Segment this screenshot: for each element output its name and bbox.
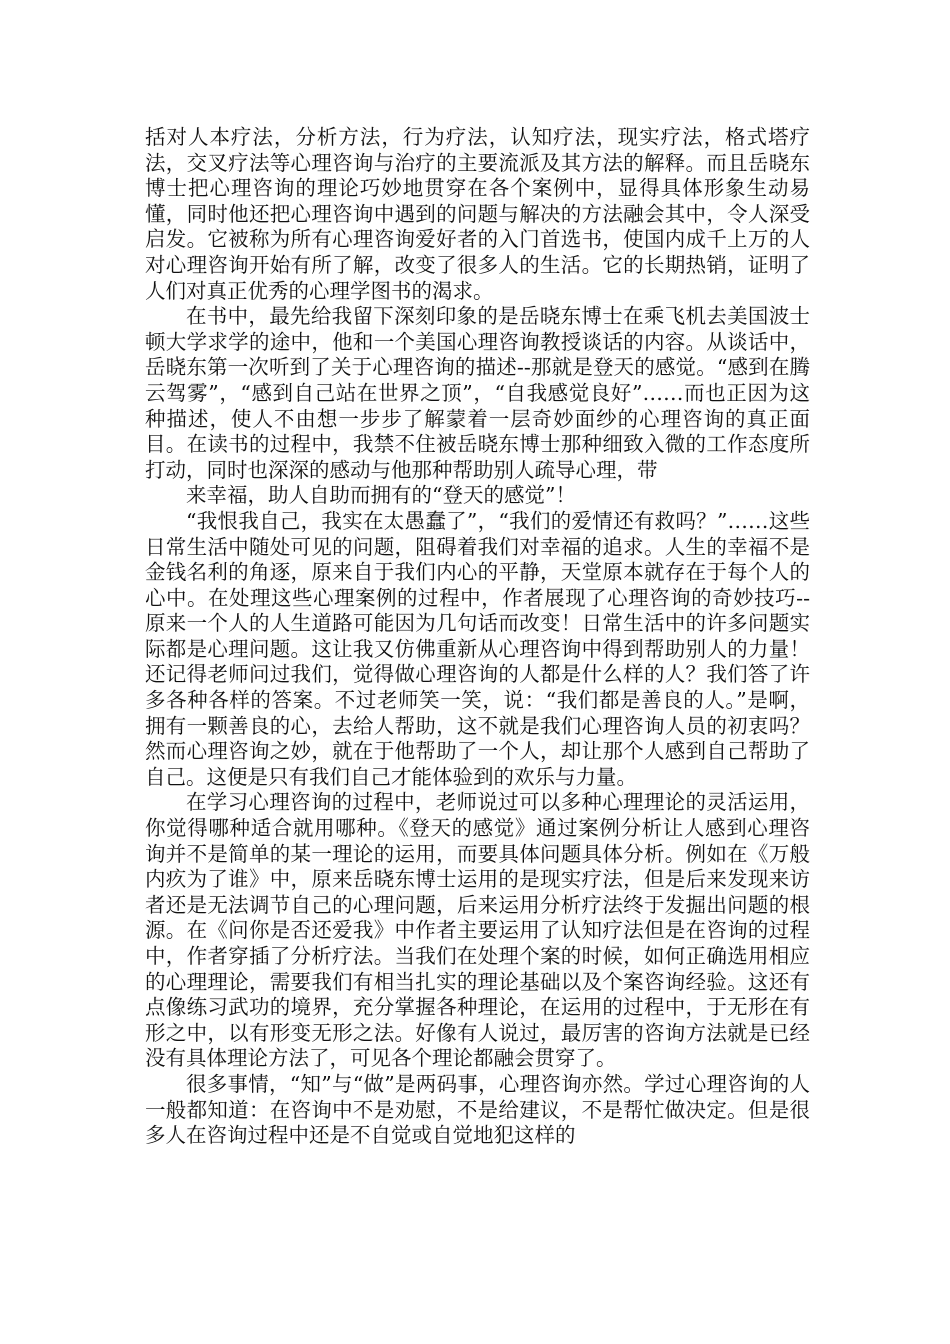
paragraph-1: 括对人本疗法，分析方法，行为疗法，认知疗法，现实疗法，格式塔疗法，交叉疗法等心理咨询与治疗的主要流派及其方法的解释。而且岳晓东博士把心理咨询的理论巧妙地贯穿在各个案例中，显得具体形象生动易懂，同时他还把心理咨询中遇到的问题与解决的方法融会其中，令人深受启发。它被称为所有心理咨询爱好者的入门首选书，使国内成千上万的人对心理咨询开始有所了解，改变了很多人的生活。它的长期热销，证明了人们对真正优秀的心理学图书的渴求。 xyxy=(145,125,810,303)
paragraph-5: 在学习心理咨询的过程中，老师说过可以多种心理理论的灵活运用，你觉得哪种适合就用哪种。《登天的感觉》通过案例分析让人感到心理咨询并不是简单的某一理论的运用，而要具体问题具体分析。例如在《万般内疚为了谁》中，原来岳晓东博士运用的是现实疗法，但是后来发现来访者还是无法调节自己的心理问题，后来运用分析疗法终于发掘出问题的根源。在《问你是否还爱我》中作者主要运用了认知疗法但是在咨询的过程中，作者穿插了分析疗法。当我们在处理个案的时候，如何正确选用相应的心理理论，需要我们有相当扎实的理论基础以及个案咨询经验。这还有点像练习武功的境界，充分掌握各种理论，在运用的过程中，于无形在有形之中，以有形变无形之法。好像有人说过，最厉害的咨询方法就是已经没有具体理论方法了，可见各个理论都融会贯穿了。 xyxy=(145,790,810,1071)
paragraph-4: “我恨我自己，我实在太愚蠢了”，“我们的爱情还有救吗？”……这些日常生活中随处可见的问题，阻碍着我们对幸福的追求。人生的幸福不是金钱名利的角逐，原来自于我们内心的平静，天堂原本就存在于每个人的心中。在处理这些心理案例的过程中，作者展现了心理咨询的奇妙技巧--原来一个人的人生道路可能因为几句话而改变！日常生活中的许多问题实际都是心理问题。这让我又仿佛重新从心理咨询中得到帮助别人的力量！还记得老师问过我们，觉得做心理咨询的人都是什么样的人？我们答了许多各种各样的答案。不过老师笑一笑，说：“我们都是善良的人。”是啊，拥有一颗善良的心，去给人帮助，这不就是我们心理咨询人员的初衷吗？然而心理咨询之妙，就在于他帮助了一个人，却让那个人感到自己帮助了自己。这便是只有我们自己才能体验到的欢乐与力量。 xyxy=(145,508,810,789)
paragraph-2: 在书中，最先给我留下深刻印象的是岳晓东博士在乘飞机去美国波士顿大学求学的途中，他和一个美国心理咨询教授谈话的内容。从谈话中，岳晓东第一次听到了关于心理咨询的描述--那就是登天的感觉。“感到在腾云驾雾”，“感到自己站在世界之顶”，“自我感觉良好”……而也正因为这种描述，使人不由想一步步了解蒙着一层奇妙面纱的心理咨询的真正面目。在读书的过程中，我禁不住被岳晓东博士那种细致入微的工作态度所打动，同时也深深的感动与他那种帮助别人疏导心理，带 xyxy=(145,304,810,482)
paragraph-6: 很多事情，“知”与“做”是两码事，心理咨询亦然。学过心理咨询的人一般都知道：在咨询中不是劝慰，不是给建议，不是帮忙做决定。但是很多人在咨询过程中还是不自觉或自觉地犯这样的 xyxy=(145,1071,810,1148)
document-body xyxy=(145,125,810,1149)
paragraph-3: 来幸福，助人自助而拥有的“登天的感觉”！ xyxy=(186,483,576,508)
